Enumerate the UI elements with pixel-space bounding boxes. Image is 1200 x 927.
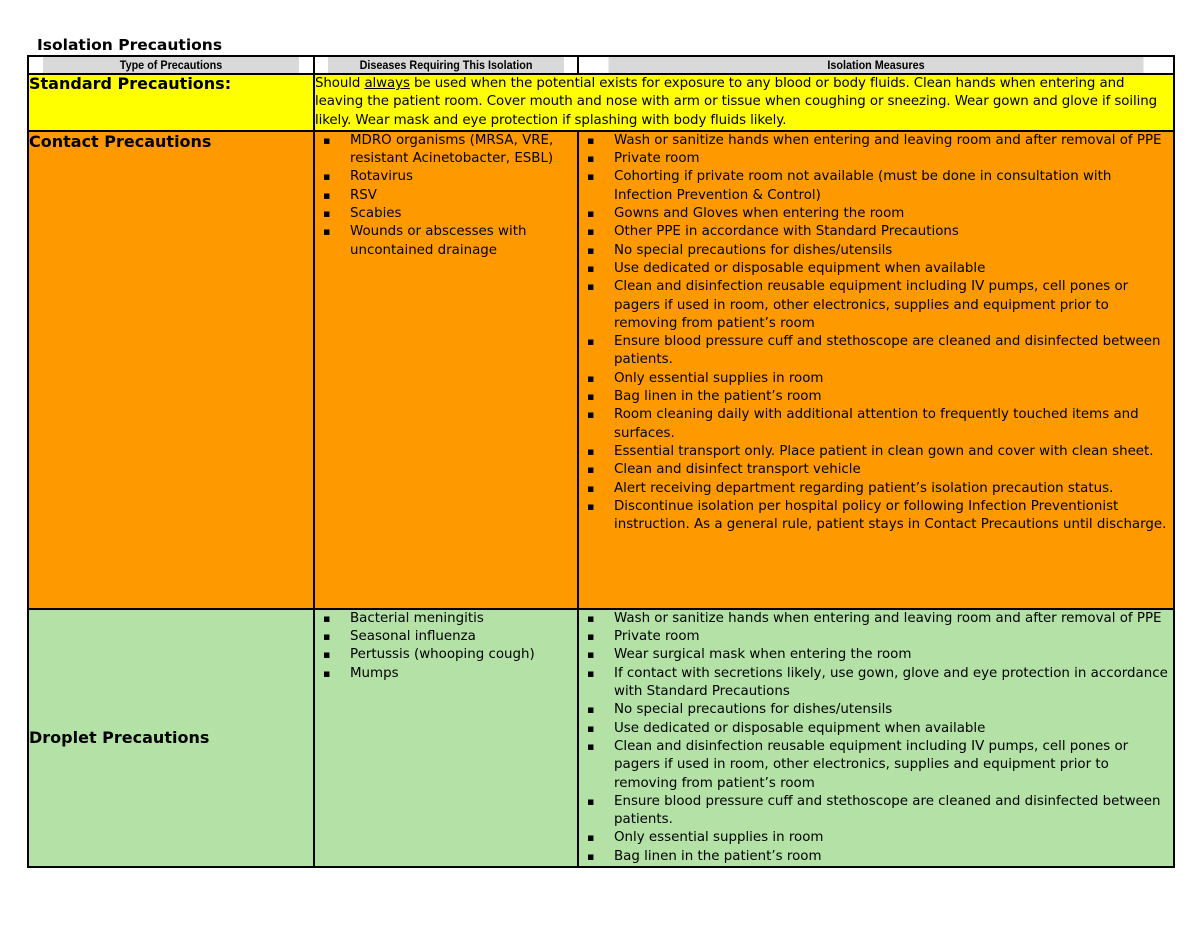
list-item: ▪ Essential transport only. Place patient in clean gown and cover with clean sheet. [579, 443, 1173, 461]
contact-measures [578, 131, 1174, 609]
list-item: ▪ Ensure blood pressure cuff and stethoscope are cleaned and disinfected between patients. [579, 333, 1173, 370]
list-item: ▪ Clean and disinfect transport vehicle [579, 461, 1173, 479]
list-item: ▪ Wash or sanitize hands when entering and leaving room and after removal of PPE [579, 132, 1173, 150]
contact-row [28, 131, 1174, 609]
list-item: ▪ Bacterial meningitis [315, 610, 577, 628]
list-item: ▪ Only essential supplies in room [579, 829, 1173, 847]
list-item: ▪ Other PPE in accordance with Standard Precautions [579, 223, 1173, 241]
list-item: ▪ Discontinue isolation per hospital policy or following Infection Preventionist instruction. As a general rule, patient stays in Contact Precautions until discharge. [579, 498, 1173, 535]
list-item: ▪ Bag linen in the patient’s room [579, 388, 1173, 406]
standard-text-before: Should [315, 76, 365, 91]
contact-disease-list [315, 132, 577, 260]
list-item: ▪ Wounds or abscesses with uncontained drainage [315, 223, 577, 260]
standard-type: Standard Precautions: [28, 74, 314, 131]
standard-description [314, 74, 1174, 131]
list-item: ▪ Mumps [315, 665, 577, 683]
list-item: ▪ No special precautions for dishes/utensils [579, 242, 1173, 260]
droplet-disease-list [315, 610, 577, 683]
list-item: ▪ Clean and disinfection reusable equipment including IV pumps, cell pones or pagers if used in room, other electronics, supplies and equipment prior to removing from patient’s room [579, 738, 1173, 793]
list-item: ▪ Scabies [315, 205, 577, 223]
standard-text-after: be used when the potential exists for exposure to any blood or body fluids. Clean hands when entering and leaving the patient room. Cover mouth and nose with arm or tissue when coughing or sneezing. Wear gown and glove if soiling likely. Wear mask and eye protection if splashing with body fluids likely. [315, 76, 1158, 128]
list-item: ▪ Wash or sanitize hands when entering and leaving room and after removal of PPE [579, 610, 1173, 628]
isolation-precautions-table [27, 55, 1175, 868]
list-item: ▪ Cohorting if private room not available (must be done in consultation with Infection Prevention & Control) [579, 168, 1173, 205]
droplet-row [28, 609, 1174, 867]
list-item: ▪ RSV [315, 187, 577, 205]
droplet-type: Droplet Precautions [28, 609, 314, 867]
list-item: ▪ Gowns and Gloves when entering the room [579, 205, 1173, 223]
list-item: ▪ Pertussis (whooping cough) [315, 646, 577, 664]
list-item: ▪ No special precautions for dishes/utensils [579, 701, 1173, 719]
list-item: ▪ If contact with secretions likely, use gown, glove and eye protection in accordance with Standard Precautions [579, 665, 1173, 702]
header-diseases: Diseases Requiring This Isolation [327, 56, 565, 74]
droplet-measures [578, 609, 1174, 867]
list-item: ▪ Ensure blood pressure cuff and stethoscope are cleaned and disinfected between patients. [579, 793, 1173, 830]
header-row [28, 56, 1174, 74]
standard-text-emphasis: always [364, 76, 410, 91]
list-item: ▪ Private room [579, 150, 1173, 168]
list-item: ▪ Clean and disinfection reusable equipment including IV pumps, cell pones or pagers if used in room, other electronics, supplies and equipment prior to removing from patient’s room [579, 278, 1173, 333]
list-item: ▪ Use dedicated or disposable equipment when available [579, 260, 1173, 278]
list-item: ▪ Bag linen in the patient’s room [579, 848, 1173, 866]
list-item: ▪ MDRO organisms (MRSA, VRE, resistant Acinetobacter, ESBL) [315, 132, 577, 169]
list-item: ▪ Alert receiving department regarding patient’s isolation precaution status. [579, 480, 1173, 498]
contact-type: Contact Precautions [28, 131, 314, 609]
standard-row [28, 74, 1174, 131]
contact-diseases [314, 131, 578, 609]
list-item: ▪ Only essential supplies in room [579, 370, 1173, 388]
droplet-diseases [314, 609, 578, 867]
document-title: Isolation Precautions [37, 36, 223, 54]
droplet-measure-list [579, 610, 1173, 866]
contact-measure-list [579, 132, 1173, 535]
list-item: ▪ Room cleaning daily with additional attention to frequently touched items and surfaces. [579, 406, 1173, 443]
list-item: ▪ Wear surgical mask when entering the room [579, 646, 1173, 664]
list-item: ▪ Seasonal influenza [315, 628, 577, 646]
header-measures: Isolation Measures [608, 56, 1144, 74]
list-item: ▪ Private room [579, 628, 1173, 646]
list-item: ▪ Rotavirus [315, 168, 577, 186]
list-item: ▪ Use dedicated or disposable equipment when available [579, 720, 1173, 738]
header-type: Type of Precautions [42, 56, 299, 74]
